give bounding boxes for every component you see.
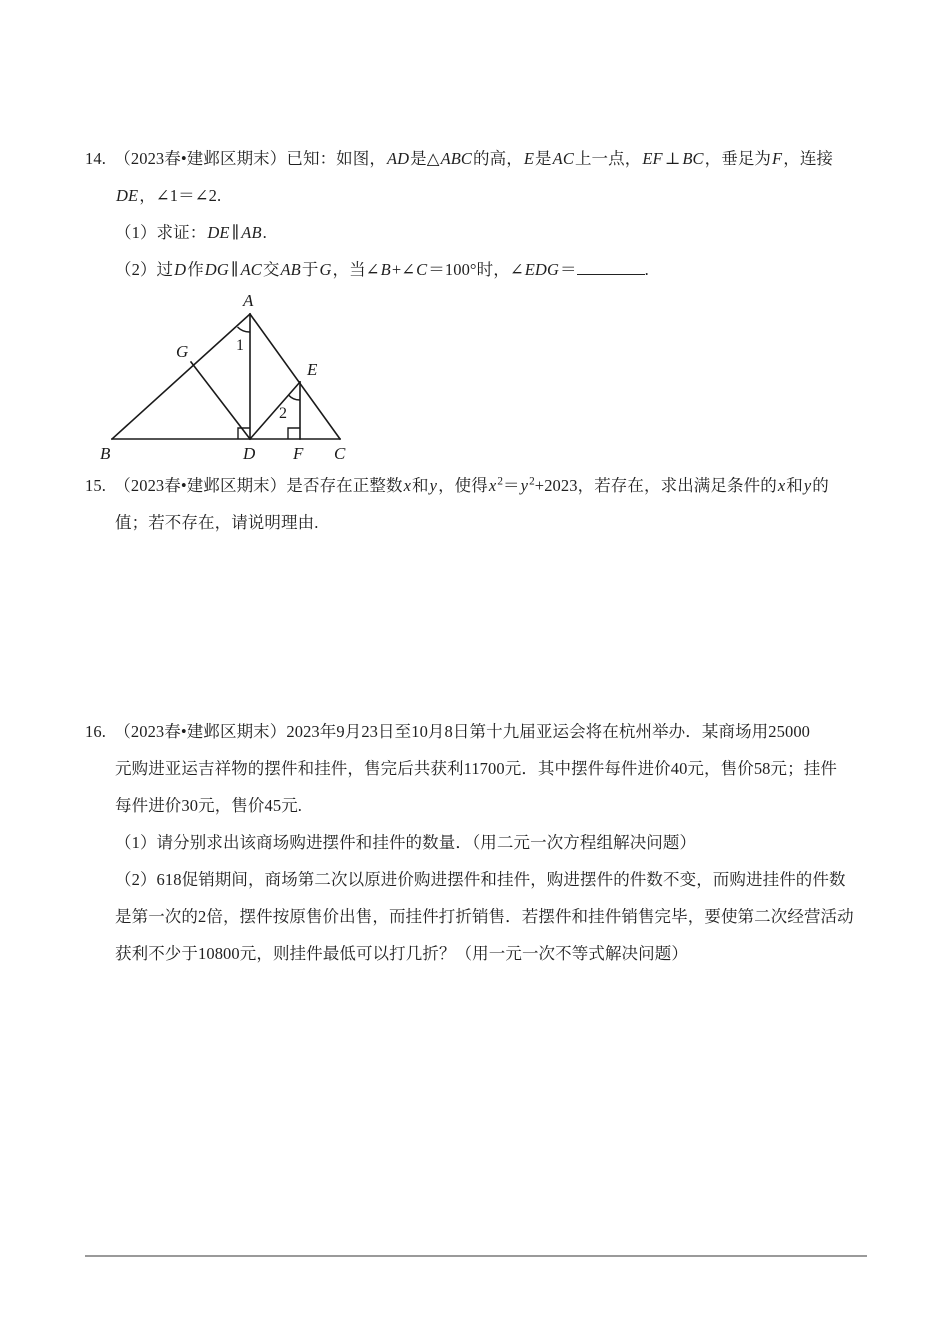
problem-16-part2-text-b: 是第一次的2倍，摆件按原售价出售，而挂件打折销售．若摆件和挂件销售完毕，要使第二次经营活动 xyxy=(115,907,854,926)
problem-16-line-2 xyxy=(85,750,875,787)
problem-15-text-1e: +2023，若存在，求出满足条件的 xyxy=(534,476,777,495)
figure-label-G: G xyxy=(176,342,189,361)
problem-14-text-1c: 的高， xyxy=(473,149,523,168)
problem-16-text-1: （2023春•建邺区期末）2023年9月23日至10月8日第十九届亚运会将在杭州举办．某商场用25000 xyxy=(105,722,811,741)
figure-label-E: E xyxy=(307,360,318,379)
problem-14-text-4e: +∠ xyxy=(391,260,416,279)
problem-15-line-1 xyxy=(85,467,875,504)
problem-14 xyxy=(85,140,875,467)
math-AB-2: AB xyxy=(280,260,301,279)
math-DE: DE xyxy=(116,186,139,205)
problem-14-line-1 xyxy=(85,140,875,177)
problem-16-line-3 xyxy=(85,787,875,824)
problem-16-part1-text: （1）请分别求出该商场购进摆件和挂件的数量．（用二元一次方程组解决问题） xyxy=(115,833,697,852)
problem-15-answer-space xyxy=(85,541,875,713)
problem-14-line-3 xyxy=(85,214,875,251)
problem-14-text-1e: 上一点， xyxy=(574,149,642,168)
side-AB-line xyxy=(112,314,250,439)
math-x-2: x xyxy=(777,476,786,495)
problem-14-text-1g: ，连接 xyxy=(783,149,834,168)
math-C: C xyxy=(416,260,428,279)
problem-14-text-1d: 是 xyxy=(535,149,552,168)
figure-label-B: B xyxy=(100,444,111,463)
problem-14-line-2 xyxy=(85,177,875,214)
problem-16-line-1 xyxy=(85,713,875,750)
problem-16-line-6 xyxy=(85,898,875,935)
perp-symbol: ⊥ xyxy=(664,149,681,168)
worksheet-content xyxy=(85,140,875,972)
problem-14-text-4a: 作 xyxy=(187,260,204,279)
math-ABC: ABC xyxy=(440,149,473,168)
parallel-symbol-2: ∥ xyxy=(230,260,239,279)
angle-2-arc xyxy=(289,395,301,400)
math-D: D xyxy=(174,260,187,279)
problem-14-text-4b: 交 xyxy=(262,260,280,279)
problem-16-text-2: 元购进亚运吉祥物的摆件和挂件，售完后共获利11700元．其中摆件每件进价40元，售价58元；挂件 xyxy=(115,759,837,778)
math-F: F xyxy=(772,149,783,168)
math-E: E xyxy=(523,149,535,168)
problem-15-number: 15. xyxy=(85,476,106,495)
math-DG: DG xyxy=(204,260,229,279)
math-AC-2: AC xyxy=(240,260,262,279)
problem-16-line-5 xyxy=(85,861,875,898)
problem-15-text-1c: ，使得 xyxy=(438,476,488,495)
math-EF: EF xyxy=(642,149,663,168)
problem-15-text-1f: 和 xyxy=(786,476,803,495)
math-G: G xyxy=(319,260,332,279)
problem-14-part2-label: （2）过 xyxy=(115,260,174,279)
problem-16 xyxy=(85,713,875,972)
math-x-squared-base: x xyxy=(488,476,497,495)
figure-label-F: F xyxy=(293,444,304,463)
right-angle-at-F xyxy=(288,428,300,439)
math-AD: AD xyxy=(386,149,410,168)
problem-14-text-1a: （2023春•建邺区期末）已知：如图， xyxy=(105,149,386,168)
figure-angle-2-label: 2 xyxy=(279,405,287,422)
problem-14-text-4g: ＝ xyxy=(559,260,577,279)
problem-15 xyxy=(85,467,875,713)
math-BC: BC xyxy=(682,149,704,168)
segment-DE-line xyxy=(250,382,300,439)
math-DE-2: DE xyxy=(207,223,230,242)
math-B: B xyxy=(380,260,391,279)
problem-16-line-4 xyxy=(85,824,875,861)
footer-separator xyxy=(85,1255,867,1257)
figure-label-C: C xyxy=(334,444,346,463)
problem-14-text-4h: . xyxy=(644,260,649,279)
problem-14-text-1f: ，垂足为 xyxy=(704,149,772,168)
angle-1-arc xyxy=(238,327,251,332)
problem-15-text-1d: ＝ xyxy=(503,476,520,495)
math-EDG: EDG xyxy=(524,260,559,279)
problem-14-text-2a: ，∠1＝∠2. xyxy=(139,186,222,205)
problem-15-text-2a: 值；若不存在，请说明理由. xyxy=(115,513,319,532)
math-x: x xyxy=(403,476,412,495)
problem-14-text-3a: . xyxy=(262,223,267,242)
problem-16-part2-text-c: 获利不少于10800元，则挂件最低可以打几折？（用一元一次不等式解决问题） xyxy=(115,944,688,963)
math-AB: AB xyxy=(241,223,262,242)
math-y-squared-exp: 2 xyxy=(529,475,535,488)
problem-15-text-1a: （2023春•建邺区期末）是否存在正整数 xyxy=(105,476,403,495)
problem-14-part1-label: （1）求证： xyxy=(115,223,207,242)
problem-14-figure xyxy=(85,292,875,467)
problem-14-text-1b: 是△ xyxy=(410,149,440,168)
problem-16-line-7 xyxy=(85,935,875,972)
figure-label-A: A xyxy=(243,292,254,310)
math-AC: AC xyxy=(552,149,574,168)
math-y-2: y xyxy=(803,476,812,495)
problem-14-text-4f: ＝100°时，∠ xyxy=(428,260,524,279)
math-x-squared-exp: 2 xyxy=(497,475,504,488)
problem-15-text-1b: 和 xyxy=(412,476,429,495)
problem-16-part2-text-a: （2）618促销期间，商场第二次以原进价购进摆件和挂件，购进摆件的件数不变，而购进挂件的件数 xyxy=(115,870,846,889)
figure-label-D: D xyxy=(243,444,256,463)
problem-14-text-4d: ，当∠ xyxy=(332,260,380,279)
figure-angle-1-label: 1 xyxy=(236,337,244,354)
parallel-symbol: ∥ xyxy=(231,223,240,242)
triangle-abc-diagram xyxy=(80,292,480,472)
problem-16-text-3: 每件进价30元，售价45元. xyxy=(115,796,303,815)
math-y-squared-base: y xyxy=(520,476,529,495)
problem-15-text-1g: 的 xyxy=(812,476,829,495)
problem-14-number: 14. xyxy=(85,149,106,168)
math-y: y xyxy=(429,476,438,495)
problem-16-number: 16. xyxy=(85,722,106,741)
problem-14-text-4c: 于 xyxy=(301,260,319,279)
problem-14-line-4 xyxy=(85,251,875,288)
side-AC-line xyxy=(250,314,340,439)
problem-15-line-2 xyxy=(85,504,875,541)
answer-blank-edg[interactable] xyxy=(577,258,645,275)
